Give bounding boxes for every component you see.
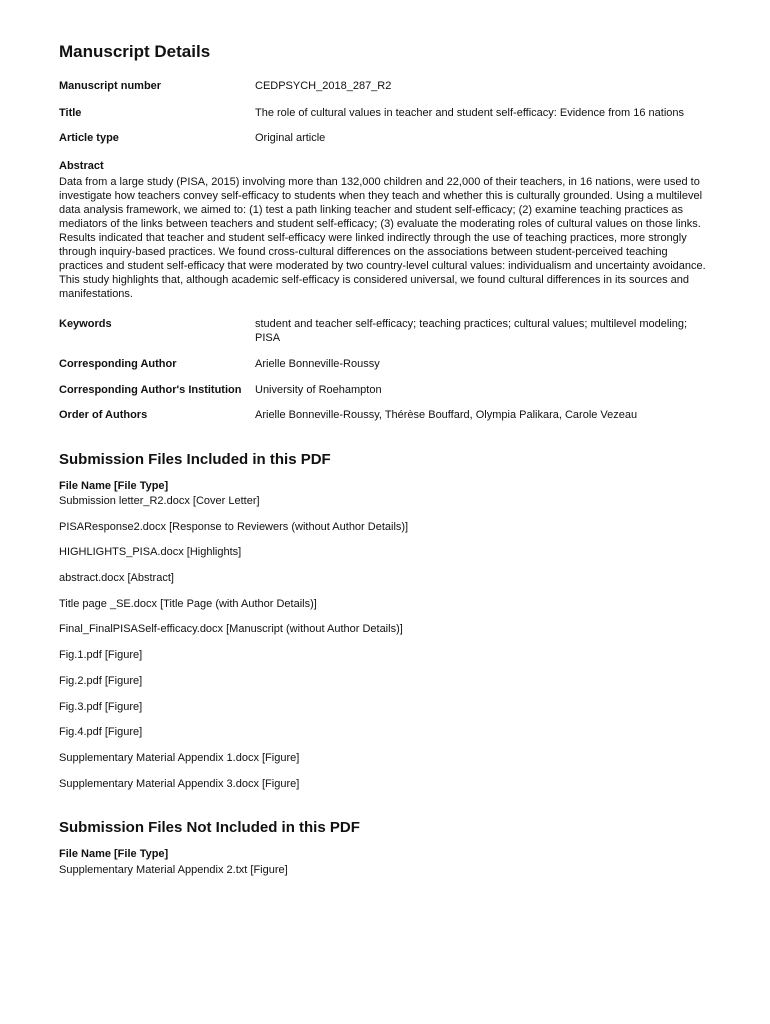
title-row — [59, 107, 712, 121]
title-label: Title — [59, 106, 82, 119]
file-item: Submission letter_R2.docx [Cover Letter] — [59, 495, 260, 507]
institution-row — [59, 384, 712, 398]
file-item: Supplementary Material Appendix 1.docx [Figure] — [59, 751, 300, 764]
keywords-label: Keywords — [59, 318, 112, 330]
file-item: Final_FinalPISASelf-efficacy.docx [Manuscript (without Author Details)] — [59, 623, 403, 636]
title-value: The role of cultural values in teacher and student self-efficacy: Evidence from 16 nations — [255, 106, 685, 119]
file-item: Fig.1.pdf [Figure] — [59, 649, 143, 662]
corresponding-author-value: Arielle Bonneville-Roussy — [255, 358, 380, 370]
corresponding-author-label: Corresponding Author — [59, 358, 177, 370]
corresponding-author-row — [59, 358, 712, 372]
not-included-files-heading: Submission Files Not Included in this PDF — [59, 819, 360, 837]
abstract-text: Data from a large study (PISA, 2015) involving more than 132,000 children and 22,000 of their teachers, in 16 nations, were used to investigate how teachers convey self-efficacy to students when they teach and whether this is culturally grounded. Using a multilevel data analysis framework, we aimed to: (1) test a path linking teacher and student self-efficacy; (2) examine teaching practices as mediators of the links between teachers and student self-efficacy; (3) evaluate the moderating roles of cultural values on those links. Results indicated that teacher and student self-efficacy were linked indirectly through the use of teaching practices, more strongly through inquiry-based practices. We found cross-cultural differences on the associations between student-perceived teaching practices and student self-efficacy that were moderated by two country-level cultural values: individualism and uncertainty avoidance. This study highlights that, although academic self-efficacy is considered universal, we found cultural differences in its sources and manifestations. — [59, 176, 706, 300]
included-files-column-header: File Name [File Type] — [59, 479, 169, 492]
keywords-row — [59, 318, 712, 345]
not-included-files-section — [59, 819, 712, 877]
page-title: Manuscript Details — [59, 42, 211, 61]
not-included-files-column-header: File Name [File Type] — [59, 848, 169, 861]
included-files-heading: Submission Files Included in this PDF — [59, 450, 331, 468]
manuscript-number-row — [59, 80, 712, 94]
institution-label: Corresponding Author's Institution — [59, 383, 242, 396]
article-type-label: Article type — [59, 132, 119, 144]
file-item: Fig.3.pdf [Figure] — [59, 700, 143, 713]
file-item: HIGHLIGHTS_PISA.docx [Highlights] — [59, 546, 242, 559]
article-type-value: Original article — [255, 132, 326, 144]
abstract-label: Abstract — [59, 159, 104, 172]
order-of-authors-row — [59, 409, 712, 423]
order-of-authors-value: Arielle Bonneville-Roussy, Thérèse Bouffard, Olympia Palikara, Carole Vezeau — [255, 409, 638, 421]
included-files-section — [59, 451, 712, 792]
not-included-files-list — [59, 864, 712, 878]
institution-value: University of Roehampton — [255, 383, 382, 396]
file-item: PISAResponse2.docx [Response to Reviewers (without Author Details)] — [59, 520, 409, 533]
manuscript-number-label: Manuscript number — [59, 80, 162, 92]
keywords-value: student and teacher self-efficacy; teaching practices; cultural values; multilevel modeling; PISA — [255, 318, 688, 344]
article-type-row — [59, 132, 712, 146]
file-item: Supplementary Material Appendix 2.txt [Figure] — [59, 863, 288, 876]
manuscript-number-value: CEDPSYCH_2018_287_R2 — [255, 80, 392, 92]
file-item: Supplementary Material Appendix 3.docx [Figure] — [59, 777, 300, 790]
file-item: abstract.docx [Abstract] — [59, 572, 174, 585]
order-of-authors-label: Order of Authors — [59, 409, 148, 421]
file-item: Fig.4.pdf [Figure] — [59, 726, 143, 739]
included-files-list — [59, 495, 712, 791]
file-item: Fig.2.pdf [Figure] — [59, 674, 143, 687]
file-item: Title page _SE.docx [Title Page (with Author Details)] — [59, 597, 317, 610]
